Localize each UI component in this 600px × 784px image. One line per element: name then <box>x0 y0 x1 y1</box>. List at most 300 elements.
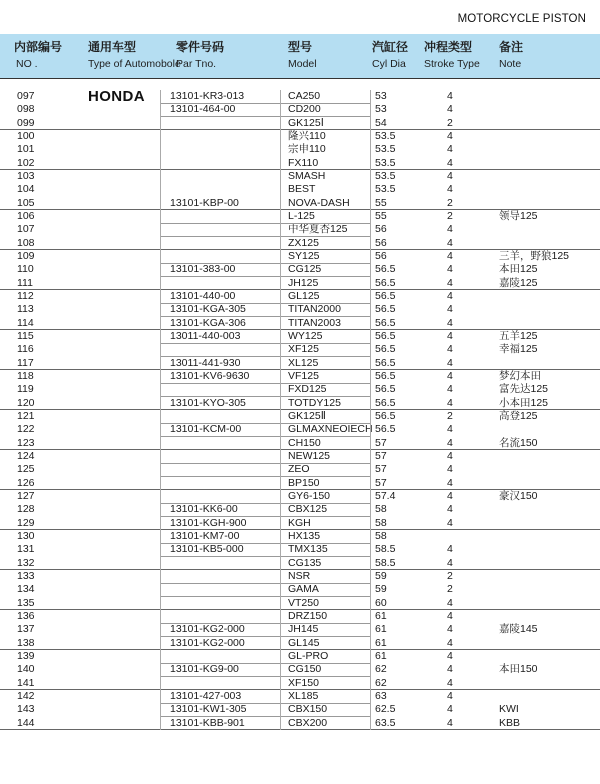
group-divider <box>0 329 600 330</box>
row-no: 115 <box>17 329 34 342</box>
brand-honda: HONDA <box>88 88 145 105</box>
row-cyl-dia: 58 <box>375 516 387 529</box>
row-cyl-dia: 53.5 <box>375 129 396 142</box>
table-row <box>0 277 600 290</box>
table-row <box>0 517 600 530</box>
table-row <box>0 570 600 583</box>
row-part-no: 13101-KW1-305 <box>170 703 247 716</box>
row-cyl-dia: 57 <box>375 449 387 462</box>
row-model: VT250 <box>288 596 319 609</box>
row-model: GK125Ⅱ <box>288 409 326 422</box>
row-stroke-type: 4 <box>447 676 453 689</box>
row-stroke-type: 4 <box>447 703 453 716</box>
row-cyl-dia: 59 <box>375 569 387 582</box>
row-part-no: 13101-KG2-000 <box>170 623 245 636</box>
row-no: 099 <box>17 116 35 129</box>
row-cyl-dia: 56.5 <box>375 409 396 422</box>
row-cyl-dia: 55 <box>375 196 387 209</box>
row-divider <box>160 623 370 624</box>
row-no: 131 <box>17 543 35 556</box>
row-stroke-type: 4 <box>447 423 453 436</box>
row-stroke-type: 4 <box>447 343 453 356</box>
row-no: 098 <box>17 103 35 116</box>
row-model: CBX125 <box>288 503 328 516</box>
row-part-no: 13101-440-00 <box>170 289 236 302</box>
row-cyl-dia: 56.5 <box>375 369 396 382</box>
row-part-no: 13101-KM7-00 <box>170 529 240 542</box>
row-divider <box>160 703 370 704</box>
row-part-no: 13101-KR3-013 <box>170 90 245 102</box>
row-model: GL125 <box>288 289 320 302</box>
table-row <box>0 317 600 330</box>
row-stroke-type: 4 <box>447 396 453 409</box>
row-no: 110 <box>17 263 34 276</box>
row-cyl-dia: 56.5 <box>375 263 396 276</box>
row-cyl-dia: 54 <box>375 116 387 129</box>
row-stroke-type: 4 <box>447 369 453 382</box>
row-stroke-type: 4 <box>447 476 453 489</box>
row-stroke-type: 4 <box>447 383 453 396</box>
row-part-no: 13101-KB5-000 <box>170 543 244 556</box>
row-cyl-dia: 56.5 <box>375 356 396 369</box>
row-stroke-type: 4 <box>447 236 453 249</box>
row-model: WY125 <box>288 329 323 342</box>
row-no: 139 <box>17 649 35 662</box>
table-row <box>0 197 600 210</box>
row-model: NEW125 <box>288 449 331 462</box>
row-no: 119 <box>17 383 34 396</box>
row-stroke-type: 4 <box>447 649 453 662</box>
row-part-no: 13101-KK6-00 <box>170 503 238 516</box>
row-model: SY125 <box>288 249 320 262</box>
row-stroke-type: 2 <box>447 209 453 222</box>
row-no: 137 <box>17 623 35 636</box>
row-model: CG125 <box>288 263 322 276</box>
table-row <box>0 450 600 463</box>
row-model: FX110 <box>288 156 319 169</box>
row-stroke-type: 4 <box>447 543 453 556</box>
row-no: 112 <box>17 289 34 302</box>
row-model: TMX135 <box>288 543 328 556</box>
row-no: 114 <box>17 316 34 329</box>
row-model: KGH <box>288 516 311 529</box>
row-divider <box>160 236 370 237</box>
row-part-no: 13101-KBB-901 <box>170 716 245 729</box>
row-no: 111 <box>17 276 33 289</box>
header-cyl-dia: 汽缸径 Cyl Dia <box>372 40 409 70</box>
group-divider <box>0 649 600 650</box>
row-model: CG135 <box>288 556 322 569</box>
row-divider <box>160 663 370 664</box>
row-model: NOVA-DASH <box>288 196 350 209</box>
table-row <box>0 383 600 396</box>
row-note: KBB <box>499 716 521 729</box>
row-model: TITAN2000 <box>288 303 341 316</box>
table-row <box>0 223 600 236</box>
row-cyl-dia: 53.5 <box>375 156 396 169</box>
row-cyl-dia: 56.5 <box>375 303 396 316</box>
row-divider <box>160 516 370 517</box>
row-no: 134 <box>17 583 35 596</box>
group-divider <box>0 529 600 530</box>
row-stroke-type: 4 <box>447 249 453 262</box>
row-cyl-dia: 56 <box>375 249 387 262</box>
group-divider <box>0 129 600 130</box>
row-cyl-dia: 57 <box>375 436 387 449</box>
row-model: DRZ150 <box>288 609 328 622</box>
row-model: VF125 <box>288 369 319 382</box>
group-divider <box>0 689 600 690</box>
table-row <box>0 303 600 316</box>
row-divider <box>160 716 370 717</box>
table-row <box>0 130 600 143</box>
row-cyl-dia: 55 <box>375 209 387 222</box>
row-cyl-dia: 56.5 <box>375 276 396 289</box>
row-model: JH145 <box>288 623 319 636</box>
table-row <box>0 170 600 183</box>
table-row <box>0 290 600 303</box>
row-note: 豪汉150 <box>499 489 538 502</box>
table-row <box>0 583 600 596</box>
table-row <box>0 210 600 223</box>
row-note: 嘉陵125 <box>499 276 538 289</box>
row-model: CBX150 <box>288 703 328 716</box>
table-row <box>0 183 600 196</box>
row-note: 五羊125 <box>499 329 538 342</box>
row-model: XL185 <box>288 689 319 702</box>
row-no: 141 <box>17 676 35 689</box>
row-no: 143 <box>17 703 35 716</box>
row-note: 富先达125 <box>499 383 549 396</box>
row-no: 122 <box>17 423 35 436</box>
row-cyl-dia: 56 <box>375 236 387 249</box>
row-divider <box>160 316 370 317</box>
row-stroke-type: 2 <box>447 583 453 596</box>
row-no: 140 <box>17 663 35 676</box>
row-stroke-type: 4 <box>447 436 453 449</box>
header-stroke-type: 冲程类型 Stroke Type <box>424 40 480 70</box>
row-cyl-dia: 56.5 <box>375 289 396 302</box>
row-no: 106 <box>17 209 35 222</box>
row-cyl-dia: 62 <box>375 676 387 689</box>
table-row <box>0 503 600 516</box>
row-part-no: 13011-440-003 <box>170 329 241 342</box>
row-divider <box>160 303 370 304</box>
row-cyl-dia: 60 <box>375 596 387 609</box>
row-no: 109 <box>17 249 35 262</box>
row-divider <box>160 556 370 557</box>
row-no: 135 <box>17 596 35 609</box>
row-cyl-dia: 58.5 <box>375 543 396 556</box>
group-divider <box>0 609 600 610</box>
row-no: 125 <box>17 463 35 476</box>
row-cyl-dia: 56.5 <box>375 343 396 356</box>
row-model: GL145 <box>288 636 320 649</box>
row-model: CH150 <box>288 436 321 449</box>
row-no: 117 <box>17 356 34 369</box>
row-stroke-type: 4 <box>447 169 453 182</box>
table-row <box>0 637 600 650</box>
row-stroke-type: 4 <box>447 263 453 276</box>
table-row <box>0 343 600 356</box>
table-row <box>0 490 600 503</box>
row-note: 幸福125 <box>499 343 538 356</box>
table-row <box>0 677 600 690</box>
row-model: 宗申110 <box>288 143 326 156</box>
row-divider <box>160 583 370 584</box>
row-stroke-type: 4 <box>447 316 453 329</box>
table-row <box>0 103 600 116</box>
row-stroke-type: 4 <box>447 623 453 636</box>
row-divider <box>160 103 370 104</box>
column-divider <box>370 90 371 730</box>
row-divider <box>160 503 370 504</box>
row-stroke-type: 4 <box>447 689 453 702</box>
row-cyl-dia: 59 <box>375 583 387 596</box>
row-no: 133 <box>17 569 35 582</box>
table-row <box>0 237 600 250</box>
row-part-no: 13101-427-003 <box>170 689 242 702</box>
row-divider <box>160 596 370 597</box>
row-divider <box>160 356 370 357</box>
table-row <box>0 530 600 543</box>
row-model: CD200 <box>288 103 321 116</box>
header-model: 型号 Model <box>288 40 317 70</box>
row-stroke-type: 4 <box>447 183 453 196</box>
row-no: 129 <box>17 516 35 529</box>
table-row <box>0 690 600 703</box>
row-no: 123 <box>17 436 35 449</box>
group-divider <box>0 169 600 170</box>
row-model: SMASH <box>288 169 326 182</box>
row-divider <box>160 383 370 384</box>
row-model: TITAN2003 <box>288 316 341 329</box>
row-cyl-dia: 61 <box>375 623 387 636</box>
row-cyl-dia: 53.5 <box>375 143 396 156</box>
table-row <box>0 703 600 716</box>
row-cyl-dia: 53 <box>375 103 387 116</box>
row-model: FXD125 <box>288 383 327 396</box>
row-stroke-type: 4 <box>447 276 453 289</box>
row-cyl-dia: 57.4 <box>375 489 396 502</box>
row-model: 中华夏杏125 <box>288 223 348 236</box>
row-divider <box>160 636 370 637</box>
table-row <box>0 557 600 570</box>
row-stroke-type: 4 <box>447 663 453 676</box>
table-row <box>0 397 600 410</box>
row-note: 三羊，野狼125 <box>499 249 570 262</box>
row-no: 136 <box>17 609 35 622</box>
row-no: 103 <box>17 169 35 182</box>
row-stroke-type: 4 <box>447 303 453 316</box>
row-no: 128 <box>17 503 35 516</box>
table-row <box>0 90 600 103</box>
row-stroke-type: 2 <box>447 196 453 209</box>
row-cyl-dia: 61 <box>375 609 387 622</box>
table-row <box>0 143 600 156</box>
header-no: 内部编号 NO . <box>14 40 63 70</box>
group-divider <box>0 729 600 730</box>
table-row <box>0 717 600 730</box>
table-row <box>0 437 600 450</box>
row-model: ZX125 <box>288 236 319 249</box>
row-note: 本田125 <box>499 263 538 276</box>
row-cyl-dia: 53.5 <box>375 169 396 182</box>
row-model: BEST <box>288 183 316 196</box>
row-model: GLMAXNEOIECH <box>288 423 373 436</box>
row-divider <box>160 396 370 397</box>
row-divider <box>160 476 370 477</box>
table-row <box>0 463 600 476</box>
row-model: XF150 <box>288 676 319 689</box>
row-divider <box>160 263 370 264</box>
row-cyl-dia: 58.5 <box>375 556 396 569</box>
row-no: 144 <box>17 716 35 729</box>
group-divider <box>0 289 600 290</box>
table-row <box>0 263 600 276</box>
header-part-no: 零件号码 Par Tno. <box>176 40 225 70</box>
table-row <box>0 357 600 370</box>
row-no: 126 <box>17 476 35 489</box>
row-divider <box>160 116 370 117</box>
row-divider <box>160 223 370 224</box>
row-stroke-type: 4 <box>447 556 453 569</box>
row-model: CG150 <box>288 663 322 676</box>
row-no: 132 <box>17 556 35 569</box>
row-part-no: 13101-KBP-00 <box>170 196 239 209</box>
table-row <box>0 477 600 490</box>
row-divider <box>160 436 370 437</box>
row-stroke-type: 4 <box>447 356 453 369</box>
row-cyl-dia: 62.5 <box>375 703 396 716</box>
table-row <box>0 423 600 436</box>
row-no: 142 <box>17 689 35 702</box>
row-divider <box>160 276 370 277</box>
row-no: 100 <box>17 129 35 142</box>
row-cyl-dia: 62 <box>375 663 387 676</box>
row-model: GAMA <box>288 583 319 596</box>
row-divider <box>160 543 370 544</box>
row-note: 嘉陵145 <box>499 623 538 636</box>
row-stroke-type: 4 <box>447 516 453 529</box>
row-model: TOTDY125 <box>288 396 341 409</box>
row-divider <box>160 676 370 677</box>
row-cyl-dia: 63 <box>375 689 387 702</box>
row-no: 121 <box>17 409 35 422</box>
group-divider <box>0 409 600 410</box>
row-stroke-type: 4 <box>447 156 453 169</box>
row-stroke-type: 4 <box>447 90 453 102</box>
row-part-no: 13101-KYO-305 <box>170 396 246 409</box>
row-model: GK125Ⅰ <box>288 116 324 129</box>
row-model: CA250 <box>288 90 321 102</box>
row-model: HX135 <box>288 529 321 542</box>
row-no: 097 <box>17 90 35 102</box>
row-model: GL-PRO <box>288 649 329 662</box>
row-part-no: 13101-464-00 <box>170 103 236 116</box>
row-note: 梦幻本田 <box>499 369 541 382</box>
row-model: XL125 <box>288 356 319 369</box>
group-divider <box>0 569 600 570</box>
row-part-no: 13101-KCM-00 <box>170 423 242 436</box>
row-cyl-dia: 56.5 <box>375 423 396 436</box>
row-model: ZEO <box>288 463 310 476</box>
row-stroke-type: 4 <box>447 143 453 156</box>
row-model: BP150 <box>288 476 320 489</box>
page-title: MOTORCYCLE PISTON <box>457 13 586 25</box>
row-no: 127 <box>17 489 35 502</box>
row-stroke-type: 4 <box>447 463 453 476</box>
row-part-no: 13101-KGA-305 <box>170 303 246 316</box>
row-note: 小本田125 <box>499 396 549 409</box>
row-model: L-125 <box>288 209 315 222</box>
row-no: 101 <box>17 143 35 156</box>
row-cyl-dia: 56.5 <box>375 329 396 342</box>
row-stroke-type: 4 <box>447 449 453 462</box>
row-part-no: 13101-KGH-900 <box>170 516 247 529</box>
row-part-no: 13011-441-930 <box>170 356 241 369</box>
row-cyl-dia: 56.5 <box>375 396 396 409</box>
row-divider <box>160 463 370 464</box>
row-stroke-type: 2 <box>447 116 453 129</box>
row-no: 108 <box>17 236 35 249</box>
group-divider <box>0 489 600 490</box>
row-no: 116 <box>17 343 34 356</box>
row-stroke-type: 4 <box>447 223 453 236</box>
row-stroke-type: 4 <box>447 503 453 516</box>
row-no: 118 <box>17 369 34 382</box>
row-no: 130 <box>17 529 35 542</box>
row-part-no: 13101-KGA-306 <box>170 316 246 329</box>
row-note: 高登125 <box>499 409 538 422</box>
row-no: 120 <box>17 396 35 409</box>
row-model: GY6-150 <box>288 489 331 502</box>
row-cyl-dia: 56.5 <box>375 383 396 396</box>
table-row <box>0 330 600 343</box>
header-note: 备注 Note <box>499 40 524 70</box>
table-row <box>0 623 600 636</box>
row-model: XF125 <box>288 343 319 356</box>
row-cyl-dia: 58 <box>375 529 387 542</box>
row-cyl-dia: 57 <box>375 463 387 476</box>
column-divider <box>280 90 281 730</box>
row-stroke-type: 4 <box>447 329 453 342</box>
row-no: 104 <box>17 183 35 196</box>
row-stroke-type: 4 <box>447 129 453 142</box>
column-divider <box>160 90 161 730</box>
row-no: 102 <box>17 156 35 169</box>
row-stroke-type: 4 <box>447 489 453 502</box>
row-stroke-type: 4 <box>447 716 453 729</box>
row-cyl-dia: 58 <box>375 503 387 516</box>
row-stroke-type: 4 <box>447 289 453 302</box>
group-divider <box>0 449 600 450</box>
table-row <box>0 543 600 556</box>
row-divider <box>160 343 370 344</box>
row-cyl-dia: 56 <box>375 223 387 236</box>
group-divider <box>0 209 600 210</box>
table-row <box>0 117 600 130</box>
row-part-no: 13101-383-00 <box>170 263 236 276</box>
row-model: JH125 <box>288 276 319 289</box>
row-note: KWI <box>499 703 519 716</box>
row-stroke-type: 4 <box>447 103 453 116</box>
table-row <box>0 157 600 170</box>
row-model: 隆兴110 <box>288 129 326 142</box>
row-stroke-type: 2 <box>447 409 453 422</box>
row-model: NSR <box>288 569 311 582</box>
row-stroke-type: 4 <box>447 636 453 649</box>
